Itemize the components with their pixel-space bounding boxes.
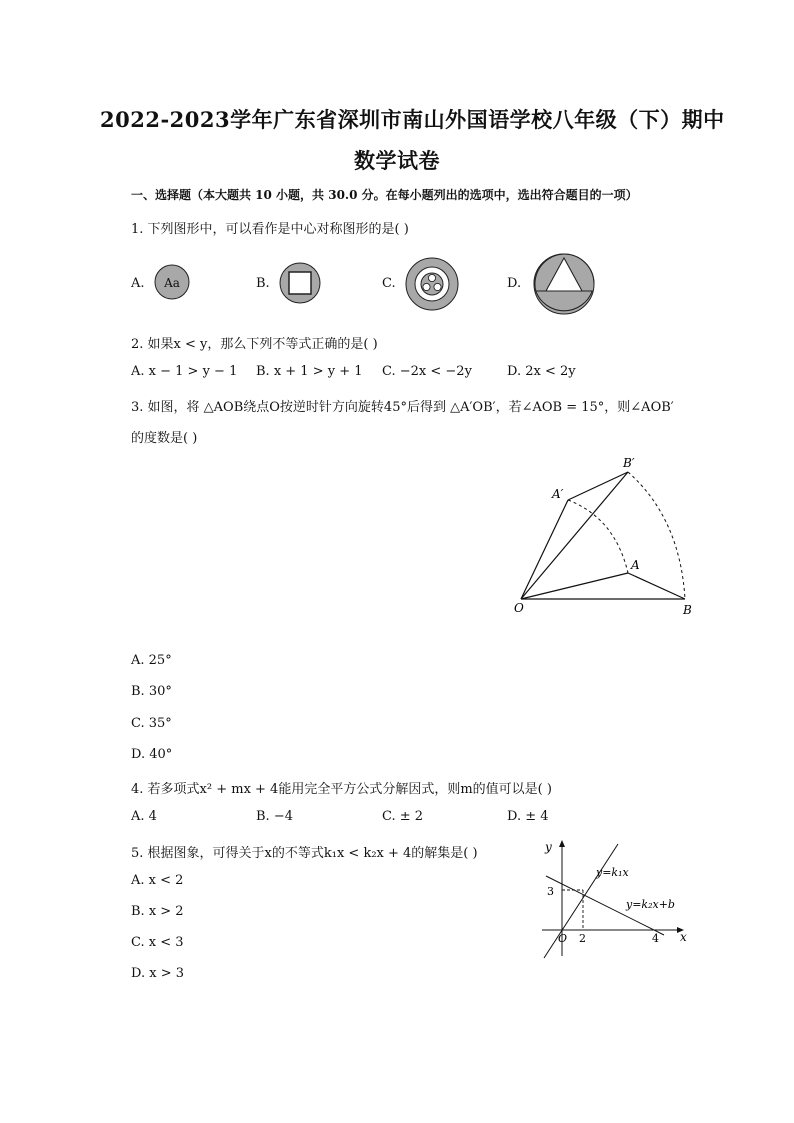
q1-figure-d bbox=[532, 252, 596, 316]
q3-option-a: A. 25° bbox=[131, 653, 172, 668]
q1-option-d-label: D. bbox=[507, 276, 522, 291]
section-header: 一、选择题（本大题共 10 小题，共 30.0 分。在每小题列出的选项中，选出符合题目的一项） bbox=[131, 188, 638, 202]
q5-option-a: A. x < 2 bbox=[131, 873, 184, 888]
q5-y-axis-label: y bbox=[545, 840, 552, 854]
q3-label-b: B bbox=[683, 603, 692, 617]
q3-option-d: D. 40° bbox=[131, 747, 173, 762]
q1-figure-b bbox=[278, 261, 322, 305]
q5-x4-label: 4 bbox=[652, 932, 659, 945]
q1-option-c-label: C. bbox=[382, 276, 396, 291]
q3-option-b: B. 30° bbox=[131, 684, 172, 699]
q5-line-graph bbox=[532, 838, 700, 960]
question-3-stem-line2: 的度数是( ) bbox=[131, 431, 198, 446]
q4-option-d: D. ± 4 bbox=[507, 809, 549, 824]
question-1-stem: 1. 下列图形中，可以看作是中心对称图形的是( ) bbox=[131, 222, 409, 237]
q2-option-c: C. −2x < −2y bbox=[382, 364, 472, 379]
page-subtitle: 数学试卷 bbox=[354, 148, 440, 173]
q1-figure-c bbox=[404, 256, 460, 312]
q2-option-b: B. x + 1 > y + 1 bbox=[256, 364, 363, 379]
q1-option-a-label: A. bbox=[131, 276, 145, 291]
q2-option-d: D. 2x < 2y bbox=[507, 364, 576, 379]
q5-x2-label: 2 bbox=[579, 932, 586, 945]
q5-option-b: B. x > 2 bbox=[131, 904, 184, 919]
page-title: 2022-2023学年广东省深圳市南山外国语学校八年级（下）期中 bbox=[100, 107, 725, 132]
q4-option-c: C. ± 2 bbox=[382, 809, 424, 824]
q2-option-a: A. x − 1 > y − 1 bbox=[131, 364, 238, 379]
q1-option-b-label: B. bbox=[256, 276, 270, 291]
q5-option-c: C. x < 3 bbox=[131, 935, 184, 950]
q3-label-b-prime: B′ bbox=[623, 456, 635, 470]
q5-x-axis-label: x bbox=[680, 930, 687, 944]
q3-rotation-figure bbox=[505, 448, 705, 623]
question-4-stem: 4. 若多项式x² + mx + 4能用完全平方公式分解因式，则m的值可以是( ) bbox=[131, 782, 552, 797]
q5-y3-label: 3 bbox=[547, 885, 554, 898]
q3-label-o: O bbox=[514, 601, 524, 615]
question-2-stem: 2. 如果x < y，那么下列不等式正确的是( ) bbox=[131, 337, 378, 352]
q4-option-a: A. 4 bbox=[131, 809, 157, 824]
q5-line2-label: y=k₂x+b bbox=[626, 898, 675, 911]
q4-option-b: B. −4 bbox=[256, 809, 293, 824]
question-5-stem: 5. 根据图象，可得关于x的不等式k₁x < k₂x + 4的解集是( ) bbox=[131, 846, 478, 861]
q3-label-a: A bbox=[631, 558, 640, 572]
q3-label-a-prime: A′ bbox=[552, 487, 564, 501]
q3-option-c: C. 35° bbox=[131, 716, 172, 731]
q5-origin-label: O bbox=[558, 932, 568, 945]
q5-line1-label: y=k₁x bbox=[596, 866, 629, 879]
q1-figure-a bbox=[153, 262, 193, 302]
question-3-stem-line1: 3. 如图，将 △AOB绕点O按逆时针方向旋转45°后得到 △A′OB′，若∠AOB = 15°，则∠AOB′ bbox=[131, 400, 674, 415]
q1-figure-a-text: Aa bbox=[164, 276, 180, 290]
q5-option-d: D. x > 3 bbox=[131, 966, 184, 981]
